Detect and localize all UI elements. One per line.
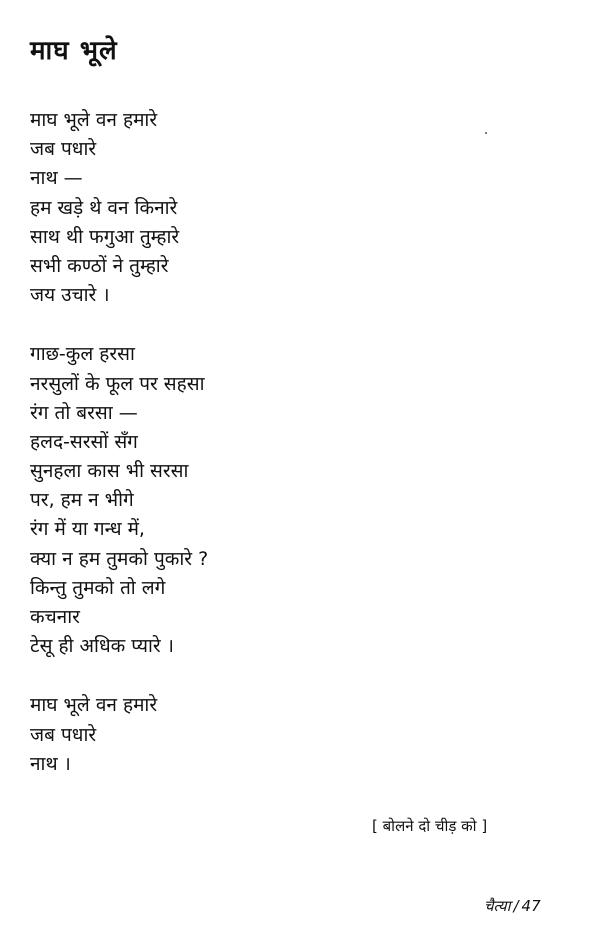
poem-line: नाथ ।: [30, 752, 71, 775]
page-footer: [484, 896, 541, 916]
source-citation: [ बोलने दो चीड़ को ]: [372, 817, 488, 835]
poem-line: नरसुलों के फूल पर सहसा: [30, 372, 205, 395]
poem-line: कचनार: [30, 606, 80, 628]
poem-line: जब पधारे: [30, 723, 97, 746]
poem-line: रंग तो बरसा —: [30, 401, 138, 424]
poem-line: सुनहला कास भी सरसा: [30, 460, 189, 483]
poem-body: [30, 106, 550, 809]
poem-line: रंग में या गन्ध में,: [30, 518, 145, 541]
page-number: 47: [521, 897, 541, 915]
stanza-2: [30, 340, 550, 661]
print-speck: [485, 132, 487, 134]
poem-line: नाथ —: [30, 167, 83, 190]
poem-line: साथ थी फगुआ तुम्हारे: [30, 225, 180, 248]
poem-line: सभी कण्ठों ने तुम्हारे: [30, 254, 169, 277]
poem-line: माघ भूले वन हमारे: [30, 694, 158, 717]
poem-line: किन्तु तुमको तो लगे: [30, 576, 166, 599]
stanza-3: [30, 691, 550, 779]
poem-line: माघ भूले वन हमारे: [30, 109, 158, 131]
poem-line: पर, हम न भीगे: [30, 489, 134, 512]
poem-line: गाछ-कुल हरसा: [30, 343, 135, 366]
footer-separator: /: [513, 897, 519, 915]
poem-line: टेसू ही अधिक प्यारे ।: [30, 635, 174, 658]
poem-line: क्या न हम तुमको पुकारे ?: [30, 547, 209, 570]
book-title: चैत्या: [484, 897, 511, 915]
poem-line: जय उचारे ।: [30, 284, 110, 307]
poem-line: जब पधारे: [30, 138, 97, 161]
poem-line: हम खड़े थे वन किनारे: [30, 196, 178, 219]
stanza-1: [30, 106, 550, 310]
poem-line: हलद-सरसों सँग: [30, 430, 138, 453]
poem-title: माघ भूले: [30, 36, 118, 66]
